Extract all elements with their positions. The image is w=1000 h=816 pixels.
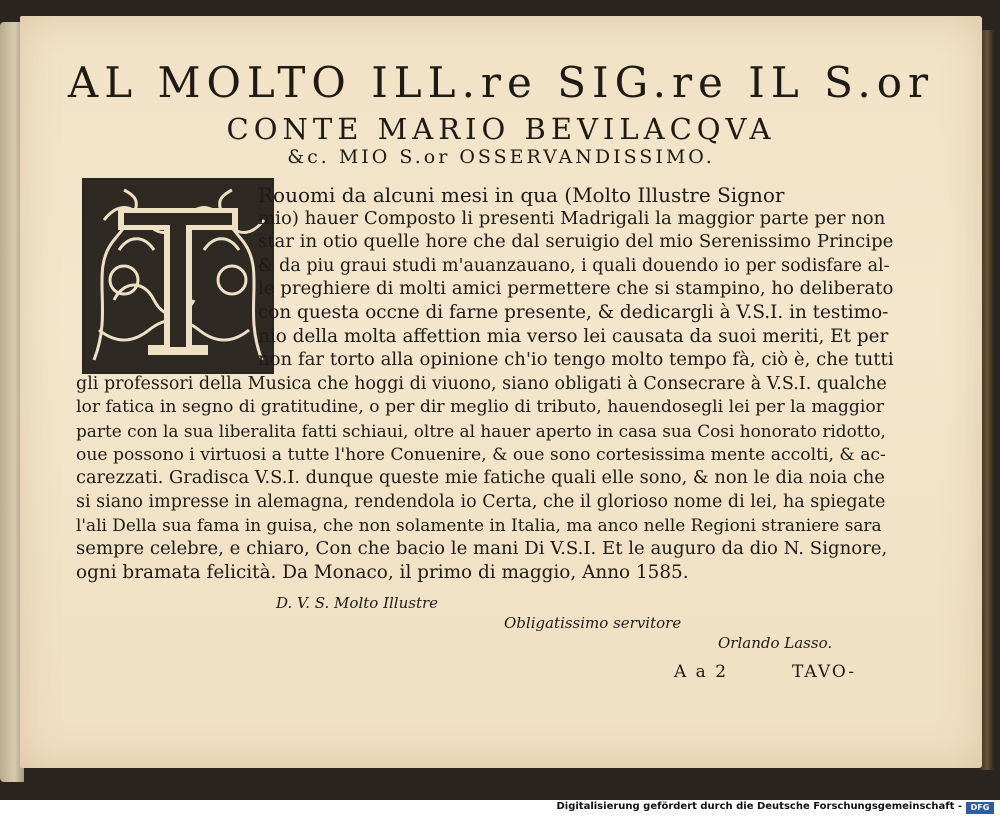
body-line: carezzati. Gradisca V.S.I. dunque queste mie fatiche quali elle sono, & non le dia noia che: [76, 467, 885, 489]
salutation: D. V. S. Molto Illustre: [276, 594, 439, 612]
catchword: TAVO-: [792, 662, 857, 682]
body-line: lor fatica in segno di gratitudine, o per dir meglio di tributo, hauendosegli lei per la maggior: [76, 397, 884, 418]
servitor-line: Obligatissimo servitore: [504, 614, 682, 632]
ornamental-initial-graphic: [84, 180, 272, 372]
body-line: gli professori della Musica che hoggi di viuono, siano obligati à Consecrare à V.S.I. qualche: [76, 373, 887, 394]
book-fore-edge: [980, 30, 994, 770]
body-line: l'ali Della sua fama in guisa, che non solamente in Italia, ma anco nelle Regioni straniere sara: [76, 515, 882, 536]
body-line: nio della molta affettion mia verso lei causata da suoi meriti, Et per: [258, 325, 889, 347]
dedication-subtitle: CONTE MARIO BEVILACQVA: [226, 112, 776, 146]
body-line: Rouomi da alcuni mesi in qua (Molto Illustre Signor: [258, 183, 785, 207]
signature-mark: A a 2: [674, 662, 729, 682]
author-signature: Orlando Lasso.: [718, 634, 833, 652]
dedication-title: AL MOLTO ILL.re SIG.re IL S.or: [67, 58, 935, 107]
body-line: non far torto alla opinione ch'io tengo molto tempo fà, ciò è, che tutti: [258, 349, 894, 371]
body-line: sempre celebre, e chiaro, Con che bacio le mani Di V.S.I. Et le auguro da dio N. Signore,: [76, 538, 888, 559]
body-line: star in otio quelle hore che dal seruigio del mio Serenissimo Principe: [258, 231, 894, 253]
digitization-footer: [0, 800, 1000, 816]
funding-credit: Digitalisierung gefördert durch die Deutsche Forschungsgemeinschaft -: [556, 801, 962, 812]
body-line: le preghiere di molti amici permettere che si stampino, ho deliberato: [258, 278, 894, 300]
body-line: & da piu graui studi m'auanzauano, i quali douendo io per sodisfare al-: [258, 255, 890, 276]
dfg-logo: DFG: [966, 802, 994, 814]
decorated-initial: [82, 178, 274, 374]
body-line: parte con la sua liberalita fatti schiaui, oltre al hauer aperto in casa sua Cosi honorato ridotto,: [76, 421, 886, 441]
body-line: ogni bramata felicità. Da Monaco, il primo di maggio, Anno 1585.: [76, 561, 689, 583]
body-line: con questa occne di farne presente, & dedicargli à V.S.I. in testimo-: [258, 302, 889, 323]
body-line: si siano impresse in alemagna, rendendola io Certa, che il glorioso nome di lei, ha spiegate: [76, 491, 886, 512]
body-line: mio) hauer Composto li presenti Madrigali la maggior parte per non: [258, 207, 886, 229]
book-page: [20, 16, 982, 768]
body-line: oue possono i virtuosi a tutte l'hore Conuenire, & oue sono cortesissima mente accolti, & ac-: [76, 444, 886, 465]
dedication-honorific: &c. MIO S.or OSSERVANDISSIMO.: [287, 146, 715, 168]
